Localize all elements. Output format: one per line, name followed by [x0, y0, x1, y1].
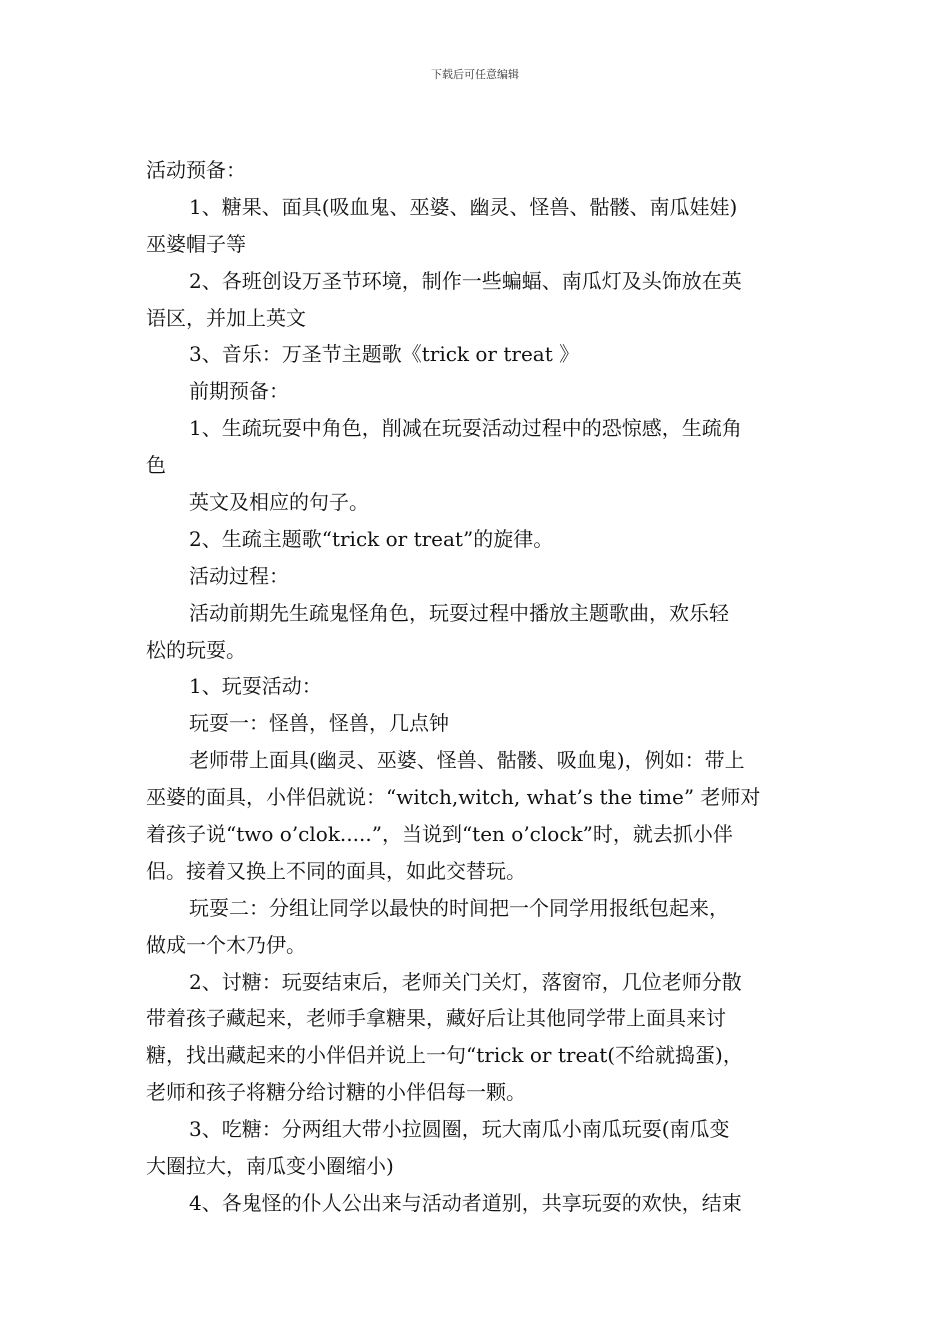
paragraph-line: 老师带上面具(幽灵、巫婆、怪兽、骷髅、吸血鬼)，例如：带上 — [189, 748, 745, 773]
paragraph-line: 1、生疏玩耍中角色，削减在玩耍活动过程中的恐惊感，生疏角 — [189, 416, 742, 441]
paragraph-line: 前期预备： — [189, 379, 289, 404]
paragraph-line: 2、各班创设万圣节环境，制作一些蝙蝠、南瓜灯及头饰放在英 — [189, 268, 742, 293]
paragraph-line: 3、吃糖：分两组大带小拉圆圈，玩大南瓜小南瓜玩耍(南瓜变 — [189, 1117, 730, 1142]
paragraph-line: 英文及相应的句子。 — [189, 490, 369, 515]
paragraph-line: 活动过程： — [189, 563, 289, 588]
paragraph-line: 巫婆的面具，小伴侣就说：“witch,witch, what’s the time” 老师对 — [146, 785, 761, 810]
paragraph-line: 做成一个木乃伊。 — [146, 932, 306, 957]
paragraph-line: 糖，找出藏起来的小伴侣并说上一句“trick or treat(不给就捣蛋)， — [146, 1043, 743, 1068]
paragraph-line: 2、生疏主题歌“trick or treat”的旋律。 — [189, 526, 554, 551]
paragraph-line: 大圈拉大，南瓜变小圈缩小) — [146, 1154, 394, 1179]
paragraph-line: 老师和孩子将糖分给讨糖的小伴侣每一颗。 — [146, 1080, 526, 1105]
paragraph-line: 活动前期先生疏鬼怪角色，玩耍过程中播放主题歌曲，欢乐轻 — [189, 600, 729, 625]
paragraph-line: 侣。接着又换上不同的面具，如此交替玩。 — [146, 858, 526, 883]
paragraph-line: 语区，并加上英文 — [146, 305, 306, 330]
paragraph-line: 1、糖果、面具(吸血鬼、巫婆、幽灵、怪兽、骷髅、南瓜娃娃) — [189, 194, 738, 219]
paragraph-line: 色 — [146, 453, 166, 478]
paragraph-line: 2、讨糖：玩耍结束后，老师关门关灯，落窗帘，几位老师分散 — [189, 969, 742, 994]
paragraph-line: 带着孩子藏起来，老师手拿糖果，藏好后让其他同学带上面具来讨 — [146, 1006, 726, 1031]
document-body — [146, 152, 806, 1222]
paragraph-line: 着孩子说“two o’clok.....”，当说到“ten o’clock”时，就去抓小伴 — [146, 822, 733, 847]
paragraph-line: 1、玩耍活动： — [189, 674, 322, 699]
paragraph-line: 玩耍二：分组让同学以最快的时间把一个同学用报纸包起来， — [189, 895, 729, 920]
paragraph-line: 活动预备： — [146, 158, 246, 182]
paragraph-line: 巫婆帽子等 — [146, 231, 246, 256]
paragraph-line: 3、音乐：万圣节主题歌《trick or treat 》 — [189, 342, 580, 367]
paragraph-line: 4、各鬼怪的仆人公出来与活动者道别，共享玩耍的欢快，结束 — [189, 1190, 742, 1215]
paragraph-line: 玩耍一：怪兽，怪兽，几点钟 — [189, 711, 449, 736]
page-header: 下载后可任意编辑 — [431, 68, 519, 81]
paragraph-line: 松的玩耍。 — [146, 637, 246, 662]
